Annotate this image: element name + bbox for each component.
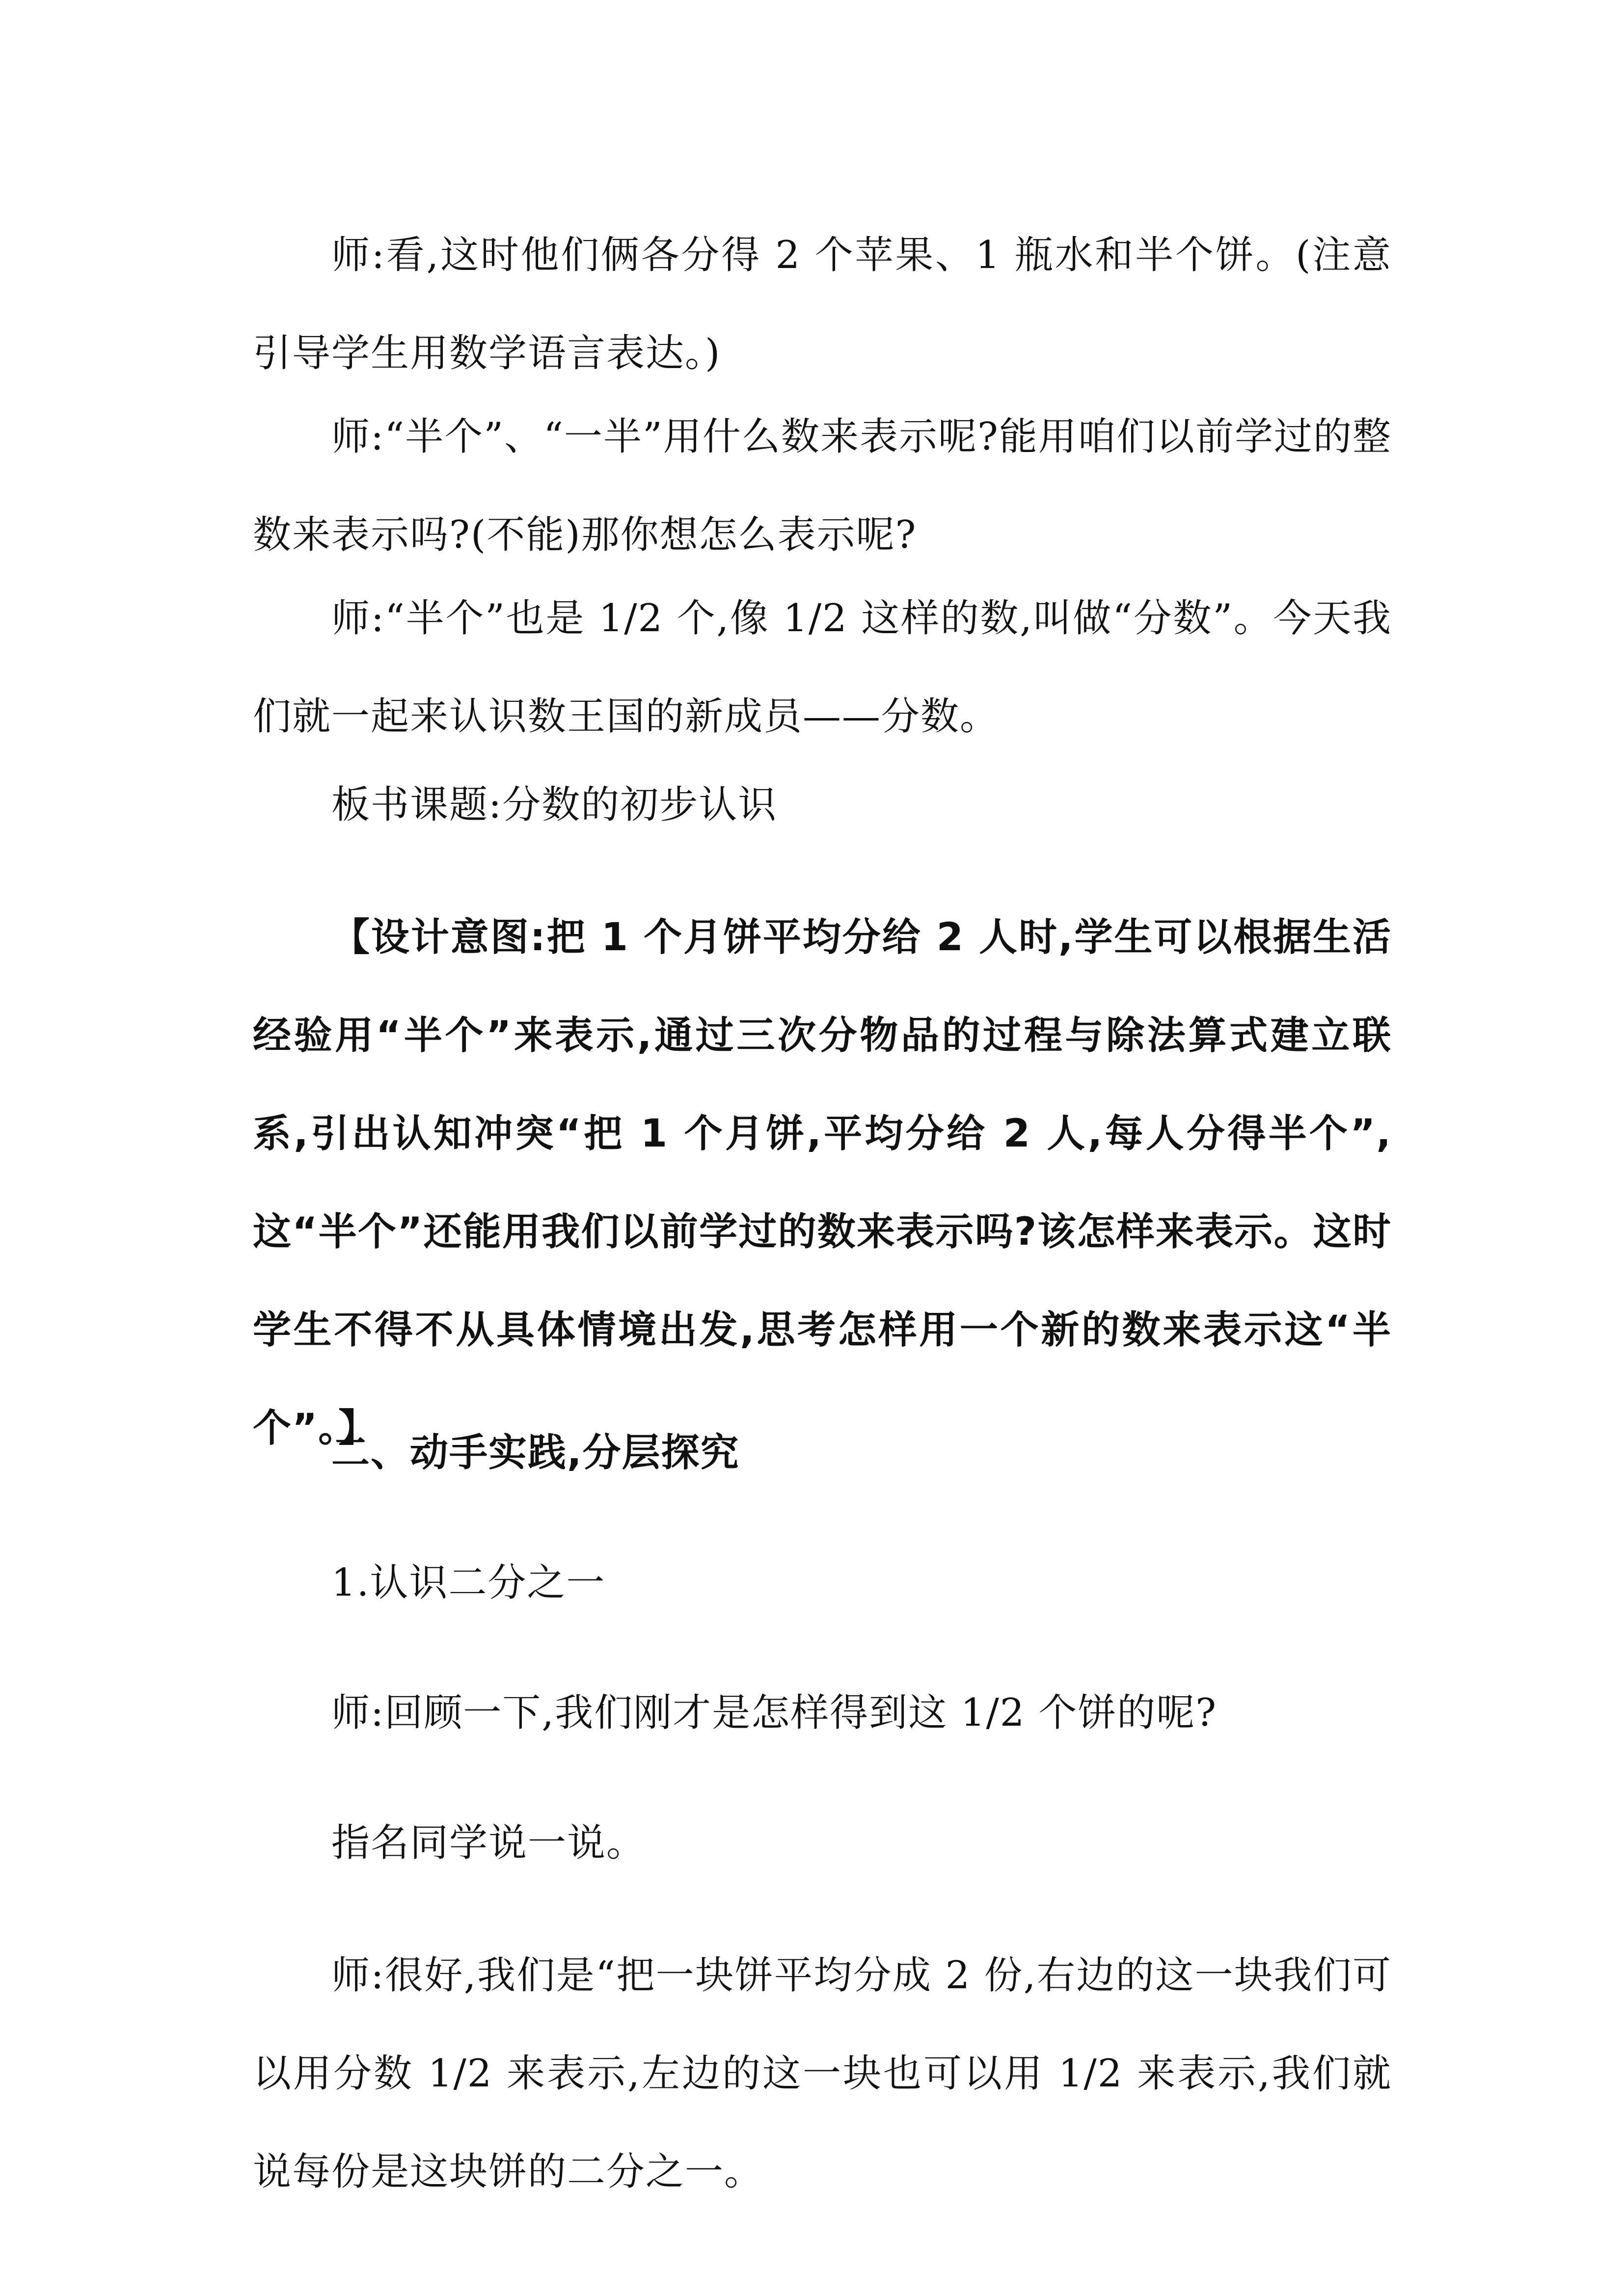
paragraph-dialogue-2: 师:“半个”、“一半”用什么数来表示呢?能用咱们以前学过的整数来表示吗?(不能)那你想怎么表示呢?: [253, 415, 1392, 557]
section-heading: 二、动手实践,分层探究: [331, 1431, 740, 1475]
paragraph-board-title: 板书课题:分数的初步认识: [331, 783, 778, 827]
paragraph-dialogue-4: 师:回顾一下,我们刚才是怎样得到这 1/2 个饼的呢?: [331, 1691, 1218, 1735]
paragraph-instruction: 指名同学说一说。: [331, 1821, 646, 1865]
paragraph-design-intent: 【设计意图:把 1 个月饼平均分给 2 人时,学生可以根据生活经验用“半个”来表示,通过三次分物品的过程与除法算式建立联系,引出认知冲突“把 1 个月饼,平均分给 2 人,每人分得半个”,这“半个”还能用我们以前学过的数来表示吗?该怎样来表示。这时学生不得不从具体情境出发,思考怎样用一个新的数来表示这“半个”。】: [253, 915, 1392, 1450]
subsection-heading: 1.认识二分之一: [331, 1561, 606, 1605]
paragraph-dialogue-1: 师:看,这时他们俩各分得 2 个苹果、1 瓶水和半个饼。(注意引导学生用数学语言表达。): [253, 233, 1392, 375]
paragraph-dialogue-3: 师:“半个”也是 1/2 个,像 1/2 这样的数,叫做“分数”。今天我们就一起来认识数王国的新成员——分数。: [253, 596, 1392, 739]
paragraph-dialogue-5: 师:很好,我们是“把一块饼平均分成 2 份,右边的这一块我们可以用分数 1/2 来表示,左边的这一块也可以用 1/2 来表示,我们就说每份是这块饼的二分之一。: [253, 1953, 1392, 2194]
